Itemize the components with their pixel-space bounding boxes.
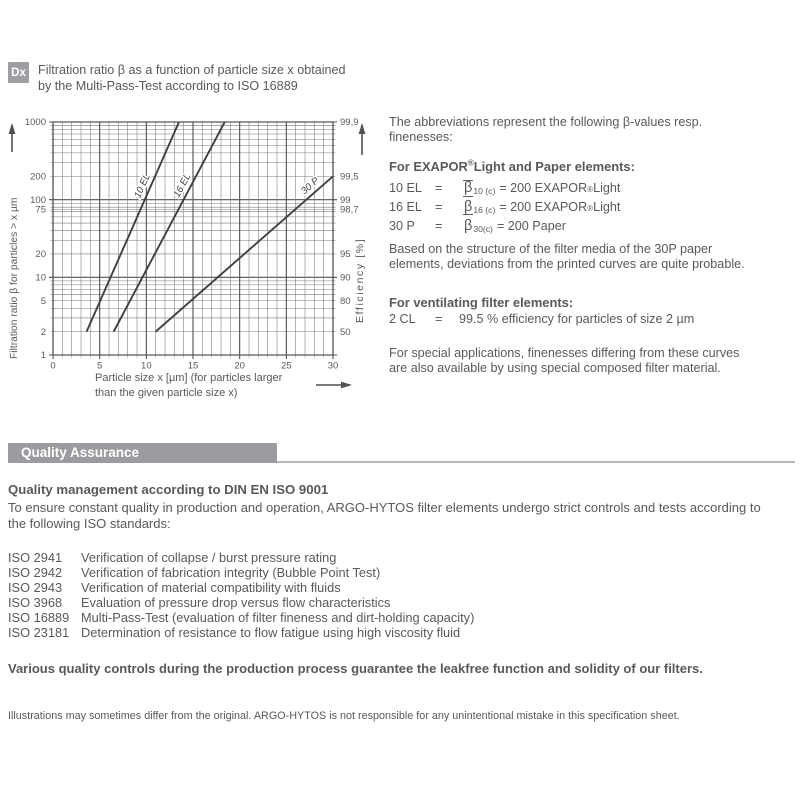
- y-right-tick-label: 90: [340, 272, 351, 284]
- y-left-tick-label: 200: [30, 171, 46, 183]
- disclaimer-text: Illustrations may sometimes differ from the original. ARGO-HYTOS is not responsible for any unintentional mistake in this specification sheet.: [8, 710, 680, 722]
- beta-subscript: 16 (c): [473, 204, 496, 215]
- beta-formula-list: [389, 180, 795, 239]
- brand-name: Light: [593, 199, 621, 214]
- equals-sign: =: [435, 199, 443, 214]
- figure-caption-line1: Filtration ratio β as a function of particle size x obtained: [38, 63, 346, 77]
- y-left-tick-label: 10: [35, 272, 46, 284]
- registered-mark: ®: [467, 158, 474, 168]
- equals-sign: =: [435, 219, 443, 233]
- x-tick-label: 0: [50, 360, 56, 372]
- beta-formula-row: [389, 219, 795, 239]
- x-tick-label: 5: [97, 360, 103, 372]
- element-code: 30 P: [389, 219, 415, 233]
- series-curve: [114, 122, 225, 332]
- iso-code: ISO 2942: [8, 565, 63, 580]
- iso-description: Verification of material compatibility with fluids: [81, 580, 341, 595]
- y-left-tick-label: 1: [40, 350, 46, 362]
- beta-value: = 200 EXAPOR: [499, 181, 588, 195]
- beta-subscript: 10 (c): [473, 186, 496, 196]
- iso-code: ISO 3968: [8, 595, 63, 610]
- iso-standards-list: [8, 550, 788, 640]
- beta-subscript: 30(c): [473, 224, 493, 234]
- y-right-tick-label: 99,5: [340, 171, 359, 183]
- iso-description: Verification of collapse / burst pressure rating: [81, 550, 337, 565]
- figure-caption: [38, 63, 383, 94]
- beta-formula-row: 16 EL = β 16 (c) = 200 EXAPOR ® Light: [389, 200, 795, 220]
- y-right-tick-label: 99: [340, 194, 351, 206]
- element-code: 2 CL: [389, 312, 416, 326]
- element-code: 10 EL: [389, 181, 422, 195]
- beta-symbol: β: [464, 180, 473, 196]
- series-label: 16 EL: [171, 171, 194, 200]
- filtration-ratio-chart: [0, 112, 380, 412]
- abbreviations-intro-line2: finenesses:: [389, 130, 453, 145]
- iso-row: [8, 580, 788, 595]
- iso-description: Evaluation of pressure drop versus flow characteristics: [81, 595, 391, 610]
- iso-row: [8, 565, 788, 580]
- equals-sign: =: [435, 312, 443, 326]
- x-tick-label: 15: [187, 360, 199, 372]
- y-right-tick-label: 80: [340, 295, 351, 307]
- quality-body: [8, 500, 798, 531]
- abbreviations-intro: [389, 115, 795, 146]
- iso-code: ISO 2941: [8, 550, 63, 565]
- special-note-line2: are also available by using special composed filter material.: [389, 361, 721, 376]
- y-right-tick-label: 50: [340, 326, 351, 338]
- efficiency-text: 99.5 % efficiency for particles of size 2 µm: [459, 312, 695, 326]
- beta-formula-row: 10 EL = β 10 (c) = 200 EXAPOR ® Light: [389, 180, 795, 200]
- axis-arrow-icon: [9, 123, 16, 134]
- iso-description: Verification of fabrication integrity (Bubble Point Test): [81, 565, 381, 580]
- y-left-tick-label: 1000: [24, 117, 46, 129]
- special-note-line1: For special applications, finenesses differing from these curves: [389, 346, 740, 360]
- chart-gridlines: [49, 122, 337, 359]
- iso-code: ISO 23181: [8, 625, 70, 640]
- y-axis-left-title: Filtration ratio β for particles > x µm: [9, 197, 20, 359]
- series-label: 10 EL: [132, 172, 153, 200]
- iso-description: Determination of resistance to flow fatigue using high viscosity fluid: [81, 625, 461, 640]
- x-tick-label: 10: [141, 360, 152, 372]
- quality-management-heading: Quality management according to DIN EN ISO 9001: [8, 482, 329, 497]
- y-axis-right-title: Efficiency [%]: [354, 237, 366, 323]
- chart-series: [87, 122, 333, 332]
- chart-tick-labels: [25, 117, 359, 371]
- ventilating-row: [389, 312, 795, 327]
- x-axis-title-line1: Particle size x [µm] (for particles larger: [95, 372, 283, 384]
- y-left-tick-label: 5: [40, 295, 46, 307]
- iso-code: ISO 2943: [8, 580, 63, 595]
- exapor-heading-pre: For EXAPOR: [389, 159, 468, 174]
- special-applications-note: [389, 346, 795, 377]
- iso-description: Multi-Pass-Test (evaluation of filter fineness and dirt-holding capacity): [81, 610, 475, 625]
- element-code: 16 EL: [389, 199, 422, 214]
- iso-row: [8, 595, 788, 610]
- beta-symbol: β: [464, 218, 473, 234]
- x-tick-label: 30: [327, 360, 339, 372]
- y-left-tick-label: 75: [35, 204, 46, 216]
- conclusion-statement: Various quality controls during the production process guarantee the leakfree function and solidity of our filters.: [8, 661, 703, 676]
- abbreviations-intro-line1: The abbreviations represent the following β-values resp.: [389, 115, 703, 129]
- beta-symbol: β: [464, 198, 473, 215]
- y-left-tick-label: 2: [40, 326, 46, 338]
- y-right-tick-label: 98,7: [340, 204, 359, 216]
- paper-note: [389, 242, 795, 273]
- chart-canvas: [0, 112, 380, 412]
- beta-value: = 200 EXAPOR: [499, 199, 588, 214]
- x-tick-label: 20: [234, 360, 245, 372]
- x-axis-title-line2: than the given particle size x): [95, 387, 238, 399]
- axis-arrow-icon: [359, 123, 366, 134]
- equals-sign: =: [435, 181, 443, 195]
- paper-note-line1: Based on the structure of the filter media of the 30P paper: [389, 242, 713, 256]
- figure-badge: Dx: [8, 62, 29, 83]
- quality-assurance-section-bar: Quality Assurance: [8, 443, 277, 463]
- y-left-tick-label: 100: [30, 194, 46, 206]
- quality-body-line1: To ensure constant quality in production and operation, ARGO-HYTOS filter elements undergo strict controls and tests according to: [8, 500, 761, 515]
- iso-row: [8, 550, 788, 565]
- y-left-tick-label: 20: [35, 249, 46, 261]
- exapor-heading-post: Light and Paper elements:: [473, 159, 635, 174]
- ventilating-heading: For ventilating filter elements:: [389, 295, 574, 310]
- axis-arrow-icon: [341, 382, 352, 389]
- brand-name: Light: [593, 181, 621, 195]
- iso-code: ISO 16889: [8, 610, 70, 625]
- y-right-tick-label: 99,9: [340, 117, 359, 129]
- paper-note-line2: elements, deviations from the printed curves are quite probable.: [389, 257, 745, 272]
- iso-row: [8, 610, 788, 625]
- series-label: 30 P: [299, 175, 322, 197]
- figure-caption-line2: by the Multi-Pass-Test according to ISO 16889: [38, 78, 298, 93]
- iso-row: [8, 625, 788, 640]
- y-right-tick-label: 95: [340, 249, 351, 261]
- quality-body-line2: the following ISO standards:: [8, 515, 171, 531]
- exapor-elements-heading: [389, 159, 795, 174]
- x-axis-title: [95, 371, 282, 401]
- beta-value: = 200 Paper: [496, 219, 566, 233]
- x-tick-label: 25: [281, 360, 292, 372]
